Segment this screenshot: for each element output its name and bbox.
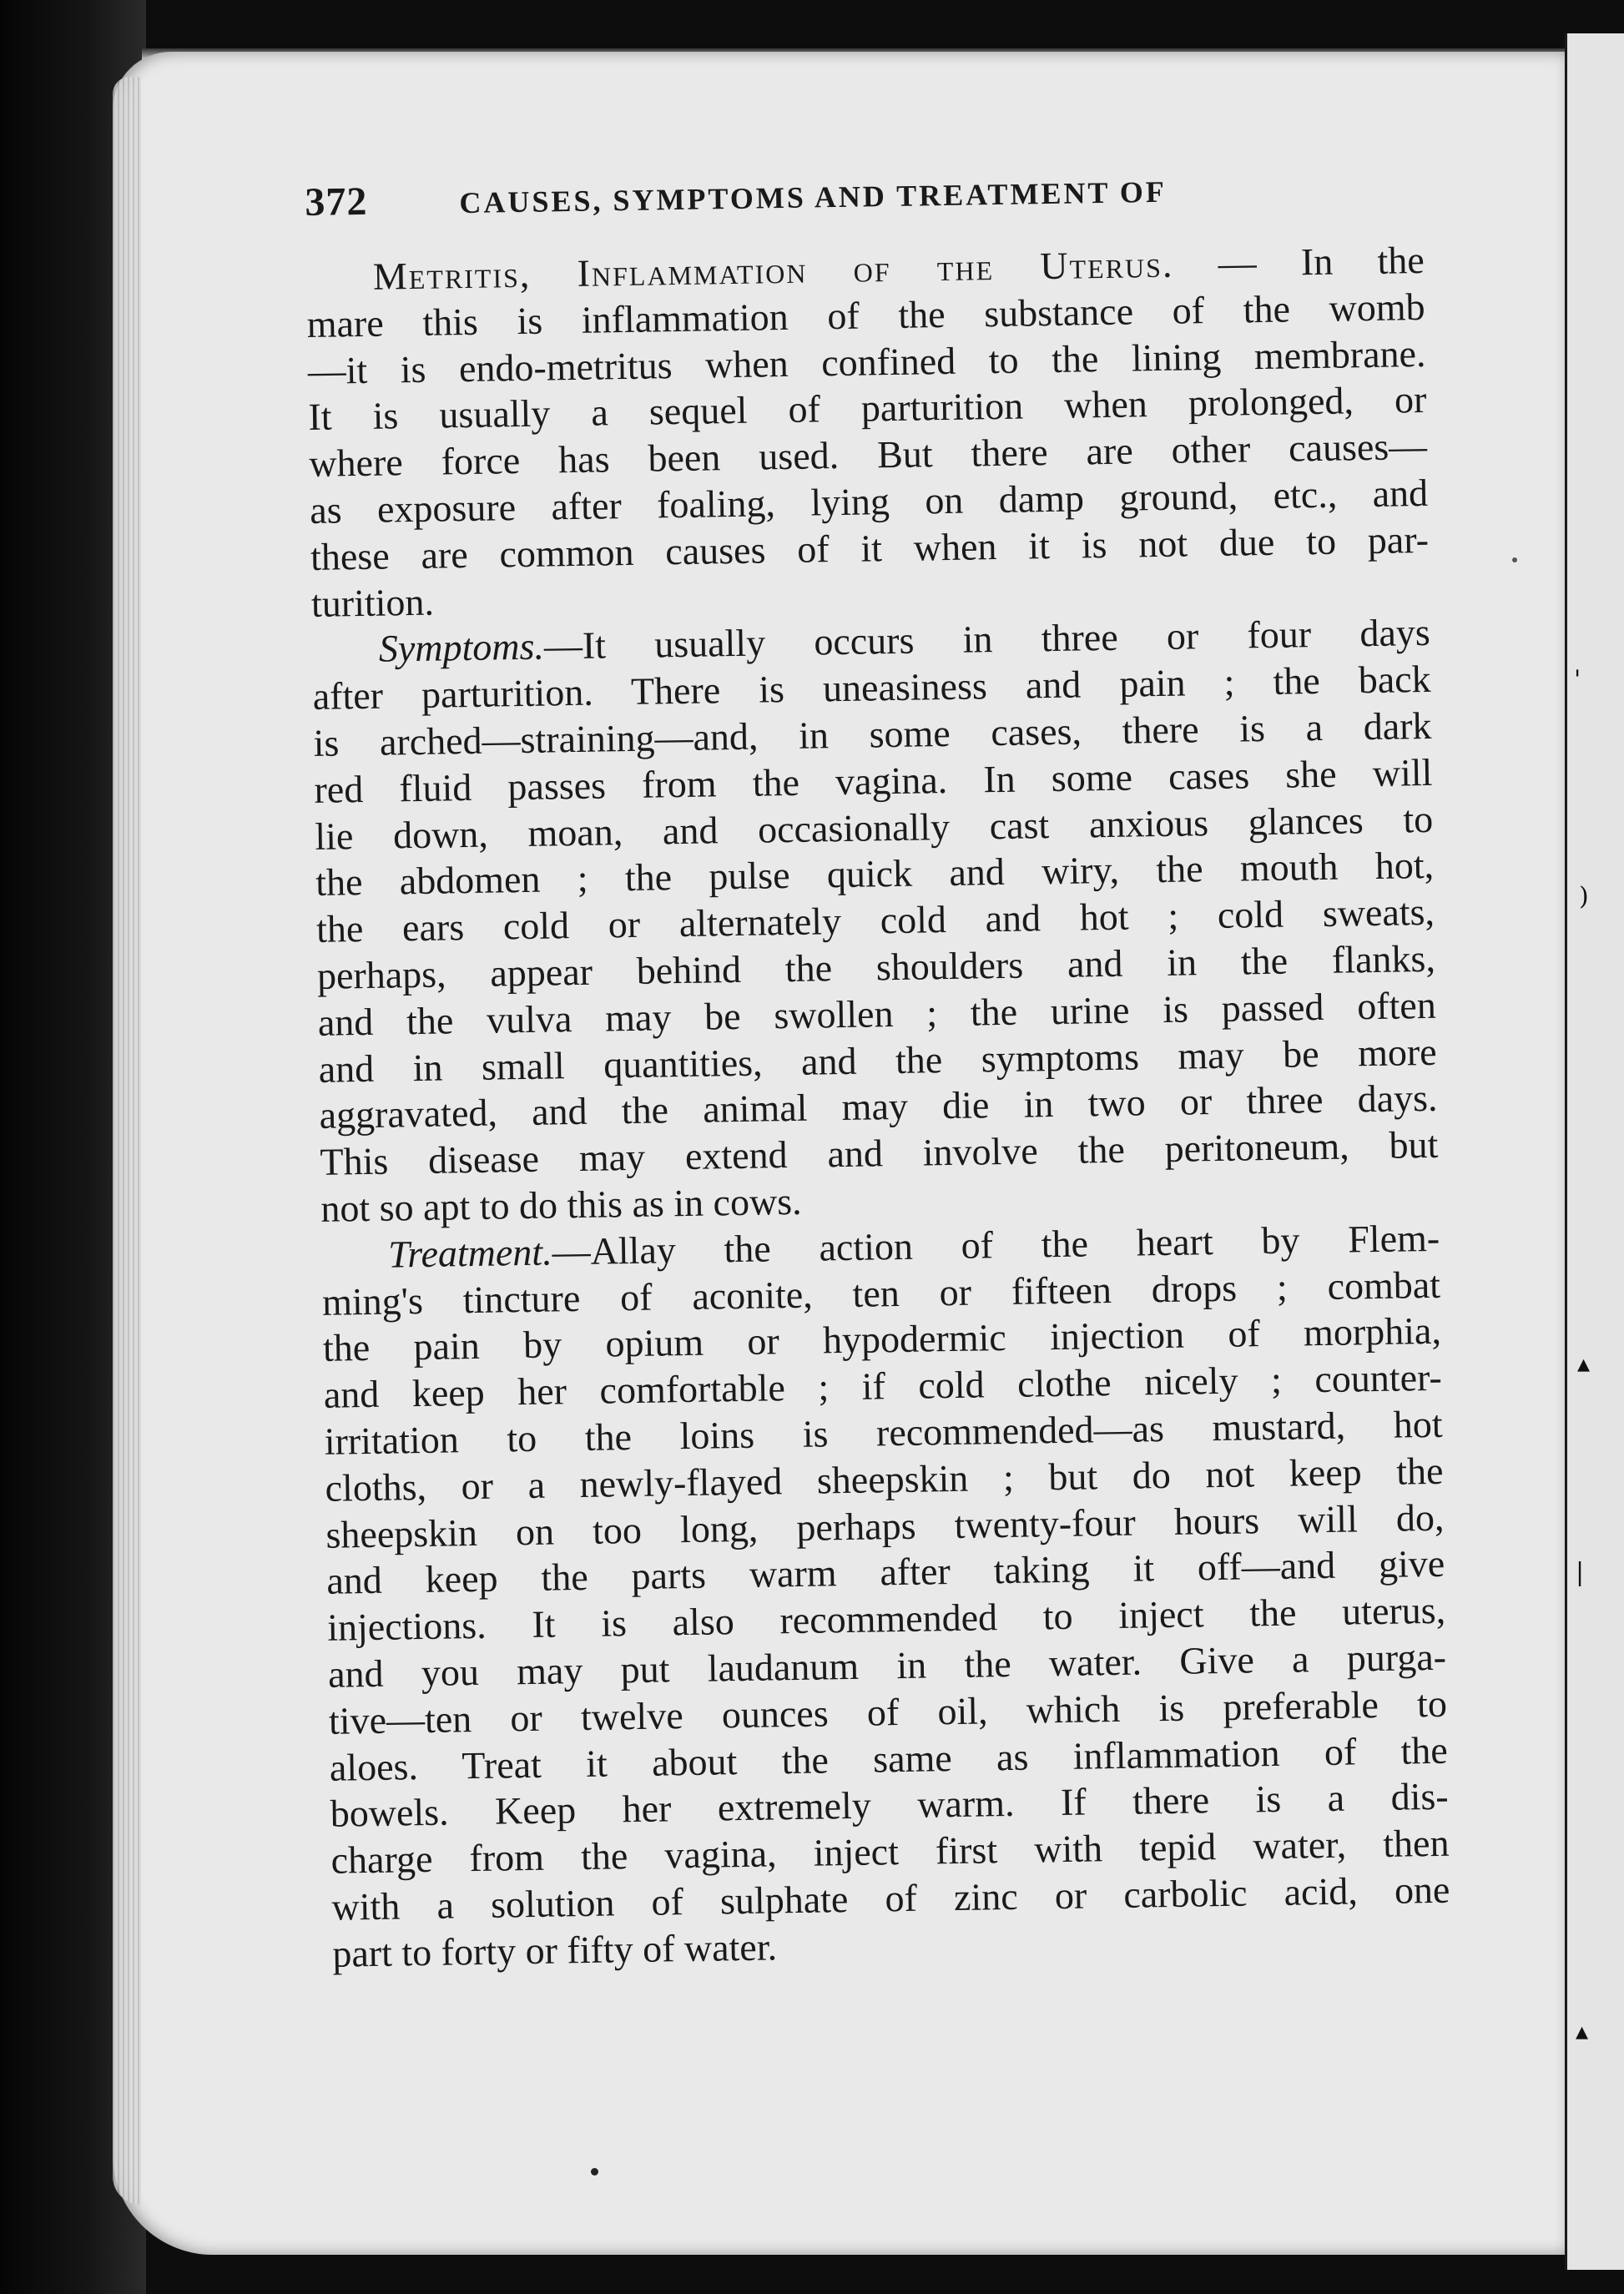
text-line: after parturition. There is uneasiness and pain ; the back [312, 658, 1431, 718]
text-line: these are common causes of it when it is not due to par- [310, 517, 1430, 578]
edge-mark: ) [1579, 882, 1589, 911]
section-heading: Metritis, Inflammation of the Uterus. [372, 242, 1174, 298]
text-line: aggravated, and the animal may die in two or three days. [319, 1076, 1438, 1137]
edge-mark: ▴ [1576, 2017, 1589, 2046]
text-line: cloths, or a newly-flayed sheepskin ; but do not keep the [325, 1449, 1444, 1510]
treatment-lead: Treatment. [387, 1230, 552, 1276]
text-line: Symptoms.—It usually occurs in three or four days [378, 611, 1431, 671]
text-line: the abdomen ; the pulse quick and wiry, the mouth hot, [315, 844, 1435, 905]
text-line: with a solution of sulphate of zinc or carbolic acid, one [331, 1868, 1450, 1928]
text-line: red fluid passes from the vagina. In some cases she will [314, 750, 1433, 811]
page-number: 372 [305, 179, 368, 224]
paper-speck [1512, 557, 1517, 562]
edge-mark: ▴ [1577, 1349, 1591, 1379]
text-line: the pain by opium or hypodermic injection of morphia, [322, 1309, 1442, 1370]
text-line: Treatment.—Allay the action of the heart by Flem- [387, 1216, 1440, 1276]
edge-mark: ' [1574, 665, 1581, 694]
paragraph-symptoms [311, 609, 1439, 1232]
text-line: perhaps, appear behind the shoulders and in the flanks, [316, 936, 1436, 997]
text-line: ming's tincture of aconite, ten or fifteen drops ; combat [321, 1263, 1441, 1323]
text-line: not so apt to do this as in cows. [320, 1179, 802, 1230]
page-text [305, 162, 1451, 1977]
text-line: and keep the parts warm after taking it off—and give [325, 1542, 1445, 1603]
edge-mark: | [1576, 1558, 1585, 1587]
text-line: and in small quantities, and the symptoms may be more [318, 1030, 1437, 1091]
text-line: Metritis, Inflammation of the Uterus. — In the [372, 238, 1425, 298]
text-line: and the vulva may be swollen ; the urine is passed often [317, 983, 1437, 1044]
text-line: irritation to the loins is recommended—as mustard, hot [324, 1402, 1443, 1463]
text-line: mare this is inflammation of the substance of the womb [306, 285, 1425, 345]
running-title: CAUSES, SYMPTOMS AND TREATMENT OF [459, 174, 1168, 220]
text-line: part to forty or fifty of water. [331, 1925, 778, 1975]
text-line: is arched—straining—and, in some cases, there is a dark [313, 703, 1432, 764]
text-line: It is usually a sequel of parturition when prolonged, or [308, 378, 1427, 439]
text-line: charge from the vagina, inject first with tepid water, then [330, 1821, 1450, 1882]
paragraph-treatment [321, 1215, 1451, 1978]
text-line: aloes. Treat it about the same as inflammation of the [329, 1728, 1449, 1789]
text-line: lie down, moan, and occasionally cast anxious glances to [314, 797, 1434, 858]
text-line: and you may put laudanum in the water. Give a purga- [327, 1635, 1447, 1696]
text-line: —it is endo-metritus when confined to the lining membrane. [307, 331, 1426, 392]
paper-speck [591, 2168, 598, 2176]
text-line: injections. It is also recommended to inject the uterus, [326, 1588, 1446, 1649]
symptoms-lead: Symptoms. [378, 624, 545, 671]
text-line: bowels. Keep her extremely warm. If there is a dis- [330, 1775, 1450, 1836]
text-line: turition. [310, 580, 435, 625]
text-line: tive—ten or twelve ounces of oil, which is preferable to [328, 1681, 1448, 1742]
text-line: This disease may extend and involve the peritoneum, but [320, 1122, 1439, 1183]
text-line: where force has been used. But there are other causes— [308, 425, 1428, 486]
text-line: the ears cold or alternately cold and hot ; cold sweats, [315, 890, 1435, 951]
paragraph-metritis [305, 237, 1430, 627]
text-line: sheepskin on too long, perhaps twenty-four hours will do, [325, 1495, 1445, 1556]
adjacent-page-edge [1565, 33, 1624, 2270]
text-line: and keep her comfortable ; if cold clothe nicely ; counter- [323, 1355, 1443, 1416]
text-line: as exposure after foaling, lying on damp ground, etc., and [309, 471, 1429, 532]
